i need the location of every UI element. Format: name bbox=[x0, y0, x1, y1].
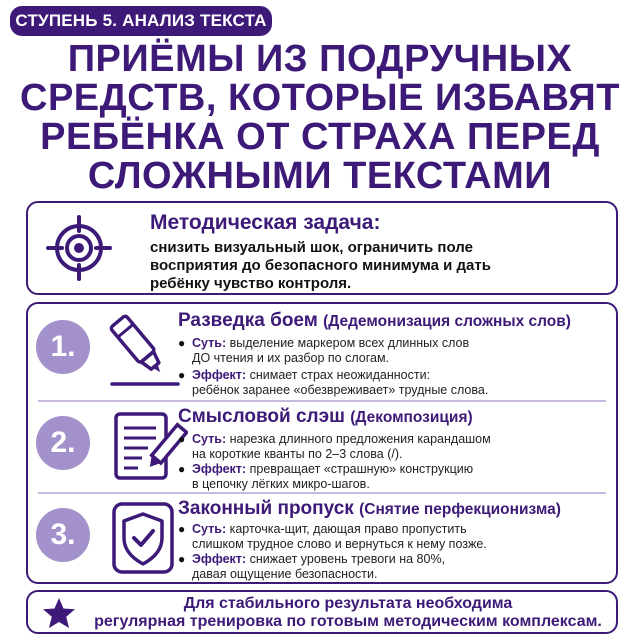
method-title-sub: (Декомпозиция) bbox=[350, 409, 473, 426]
bullet-text: выделение маркером всех длинных слов bbox=[229, 336, 470, 350]
method-title-main: Смысловой слэш bbox=[178, 406, 345, 427]
bullet-effect bbox=[178, 552, 445, 582]
document-pencil-icon bbox=[98, 406, 188, 486]
marker-icon bbox=[98, 310, 188, 390]
bullet-text: давая ощущение безопасности. bbox=[192, 567, 378, 581]
step-tag: СТУПЕНЬ 5. АНАЛИЗ ТЕКСТА bbox=[10, 6, 272, 36]
bullet-effect bbox=[178, 462, 473, 492]
method-number: 1. bbox=[36, 320, 90, 374]
bullet-label: Суть: bbox=[192, 336, 227, 350]
footer-line: Для стабильного результата необходима bbox=[183, 595, 513, 612]
task-title: Методическая задача: bbox=[150, 211, 381, 234]
bullet-text: нарезка длинного предложения карандашом bbox=[229, 432, 491, 446]
shield-check-icon bbox=[98, 498, 188, 578]
page-title bbox=[0, 40, 640, 196]
footer-text bbox=[88, 595, 608, 631]
task-line: восприятия до безопасного минимума и дать bbox=[150, 257, 491, 274]
method-title bbox=[178, 406, 473, 428]
bullet-text: снижает уровень тревоги на 80%, bbox=[249, 552, 446, 566]
task-text bbox=[150, 239, 491, 293]
method-title-sub: (Снятие перфекционизма) bbox=[359, 501, 561, 518]
methods-card bbox=[26, 302, 618, 584]
bullet-label: Суть: bbox=[192, 432, 227, 446]
bullet-dot-icon: ● bbox=[178, 368, 186, 382]
bullet-label: Эффект: bbox=[192, 462, 247, 476]
bullet-text: ребёнок заранее «обезвреживает» трудные слова. bbox=[192, 383, 489, 397]
title-line: СРЕДСТВ, КОТОРЫЕ ИЗБАВЯТ bbox=[20, 77, 620, 119]
bullet-essence bbox=[178, 336, 469, 366]
method-title bbox=[178, 310, 571, 332]
bullet-text: превращает «страшную» конструкцию bbox=[249, 462, 474, 476]
bullet-text: в цепочку лёгких микро-шагов. bbox=[192, 477, 370, 491]
bullet-text: снимает страх неожиданности: bbox=[249, 368, 431, 382]
title-line: РЕБЁНКА ОТ СТРАХА ПЕРЕД bbox=[40, 116, 600, 158]
bullet-essence bbox=[178, 432, 491, 462]
task-line: ребёнку чувство контроля. bbox=[150, 275, 352, 292]
footer-note bbox=[26, 590, 618, 634]
method-2 bbox=[28, 400, 616, 492]
bullet-text: на короткие кванты по 2–3 слова (/). bbox=[192, 447, 403, 461]
footer-line: регулярная тренировка по готовым методическим комплексам. bbox=[94, 613, 602, 630]
method-1 bbox=[28, 304, 616, 396]
bullet-dot-icon: ● bbox=[178, 462, 186, 476]
bullet-dot-icon: ● bbox=[178, 552, 186, 566]
bullet-text: слишком трудное слово и вернуться к нему позже. bbox=[192, 537, 487, 551]
bullet-label: Эффект: bbox=[192, 368, 247, 382]
star-icon bbox=[42, 597, 76, 629]
method-title bbox=[178, 498, 561, 520]
method-3 bbox=[28, 492, 616, 584]
title-line: ПРИЁМЫ ИЗ ПОДРУЧНЫХ bbox=[67, 38, 573, 80]
method-title-main: Разведка боем bbox=[178, 310, 318, 331]
task-line: снизить визуальный шок, ограничить поле bbox=[150, 239, 473, 256]
bullet-essence bbox=[178, 522, 487, 552]
title-line: СЛОЖНЫМИ ТЕКСТАМИ bbox=[87, 155, 553, 197]
method-number: 2. bbox=[36, 416, 90, 470]
bullet-label: Суть: bbox=[192, 522, 227, 536]
task-card bbox=[26, 201, 618, 295]
bullet-dot-icon: ● bbox=[178, 432, 186, 446]
bullet-dot-icon: ● bbox=[178, 336, 186, 350]
method-title-main: Законный пропуск bbox=[178, 498, 354, 519]
method-number: 3. bbox=[36, 508, 90, 562]
bullet-text: ДО чтения и их разбор по слогам. bbox=[192, 351, 390, 365]
target-icon bbox=[46, 215, 112, 281]
bullet-label: Эффект: bbox=[192, 552, 247, 566]
bullet-effect bbox=[178, 368, 488, 398]
bullet-text: карточка-щит, дающая право пропустить bbox=[229, 522, 467, 536]
method-title-sub: (Дедемонизация сложных слов) bbox=[323, 313, 571, 330]
bullet-dot-icon: ● bbox=[178, 522, 186, 536]
